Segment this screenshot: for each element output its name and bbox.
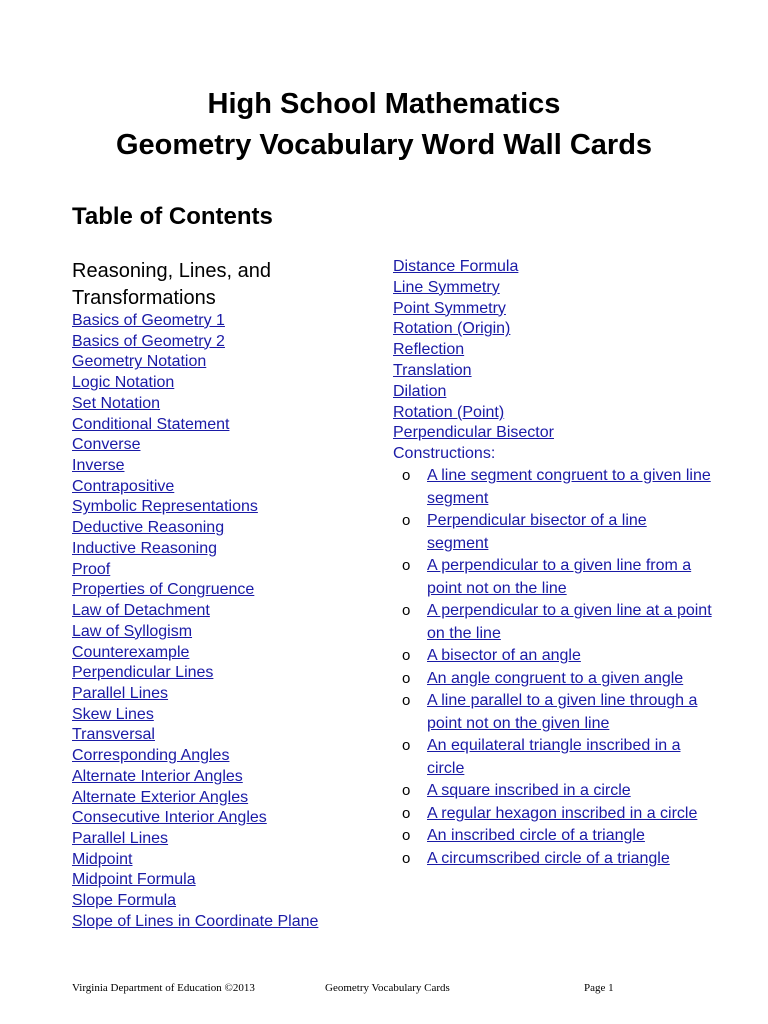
toc-item xyxy=(72,788,318,809)
construction-link-a-perpendicular-to-a-given-line-from-a-point-not-on-the-line[interactable]: A perpendicular to a given line from a point not on the line xyxy=(427,557,692,597)
toc-link-line-symmetry[interactable]: Line Symmetry xyxy=(393,278,500,296)
toc-item xyxy=(72,622,318,643)
toc-link-dilation[interactable]: Dilation xyxy=(393,382,447,400)
toc-item xyxy=(393,403,554,424)
toc-item xyxy=(72,705,318,726)
toc-item xyxy=(72,891,318,912)
toc-item xyxy=(393,423,554,444)
construction-item xyxy=(400,510,712,555)
toc-item xyxy=(72,456,318,477)
toc-item xyxy=(72,767,318,788)
toc-item xyxy=(72,311,318,332)
toc-item xyxy=(72,663,318,684)
bullet-icon: o xyxy=(402,692,411,709)
toc-link-law-of-syllogism[interactable]: Law of Syllogism xyxy=(72,622,193,640)
construction-link-an-equilateral-triangle-inscribed-in-a-circle[interactable]: An equilateral triangle inscribed in a circle xyxy=(427,737,681,777)
construction-item xyxy=(400,690,712,735)
toc-link-logic-notation[interactable]: Logic Notation xyxy=(72,374,175,392)
toc-item xyxy=(72,684,318,705)
toc-link-alternate-exterior-angles[interactable]: Alternate Exterior Angles xyxy=(72,788,249,806)
toc-item xyxy=(393,257,554,278)
bullet-icon: o xyxy=(402,602,411,619)
construction-item xyxy=(400,465,712,510)
bullet-icon: o xyxy=(402,467,411,484)
toc-item xyxy=(72,477,318,498)
toc-link-parallel-lines[interactable]: Parallel Lines xyxy=(72,684,169,702)
toc-link-converse[interactable]: Converse xyxy=(72,436,141,454)
bullet-icon: o xyxy=(402,804,411,822)
right-link-list xyxy=(393,257,554,465)
construction-link-a-circumscribed-circle-of-a-triangle[interactable]: A circumscribed circle of a triangle xyxy=(427,849,670,867)
toc-link-set-notation[interactable]: Set Notation xyxy=(72,394,161,412)
toc-item xyxy=(72,539,318,560)
toc-item xyxy=(72,912,318,933)
toc-item xyxy=(72,725,318,746)
toc-item xyxy=(72,643,318,664)
toc-link-contrapositive[interactable]: Contrapositive xyxy=(72,477,175,495)
construction-link-perpendicular-bisector-of-a-line-segment[interactable]: Perpendicular bisector of a line segment xyxy=(427,512,647,552)
toc-link-transversal[interactable]: Transversal xyxy=(72,726,155,744)
toc-link-basics-of-geometry-1[interactable]: Basics of Geometry 1 xyxy=(72,312,225,329)
toc-link-perpendicular-bisector[interactable]: Perpendicular Bisector xyxy=(393,424,554,442)
construction-link-a-bisector-of-an-angle[interactable]: A bisector of an angle xyxy=(427,647,581,664)
toc-link-parallel-lines[interactable]: Parallel Lines xyxy=(72,829,169,847)
toc-item xyxy=(72,601,318,622)
toc-item xyxy=(72,497,318,518)
toc-link-skew-lines[interactable]: Skew Lines xyxy=(72,705,154,723)
toc-item xyxy=(72,373,318,394)
footer-copyright: Virginia Department of Education ©2013 xyxy=(72,982,255,994)
construction-item xyxy=(400,668,712,691)
toc-link-distance-formula[interactable]: Distance Formula xyxy=(393,258,519,275)
toc-link-point-symmetry[interactable]: Point Symmetry xyxy=(393,299,506,317)
toc-link-conditional-statement[interactable]: Conditional Statement xyxy=(72,415,230,433)
toc-link-slope-of-lines-in-coordinate-plane[interactable]: Slope of Lines in Coordinate Plane xyxy=(72,912,319,930)
toc-item xyxy=(72,560,318,581)
toc-item xyxy=(393,340,554,361)
construction-item xyxy=(400,645,712,668)
toc-item xyxy=(393,299,554,320)
toc-item xyxy=(393,319,554,340)
toc-link-law-of-detachment[interactable]: Law of Detachment xyxy=(72,602,210,620)
bullet-icon: o xyxy=(402,557,411,574)
toc-link-corresponding-angles[interactable]: Corresponding Angles xyxy=(72,747,230,765)
construction-link-an-angle-congruent-to-a-given-angle[interactable]: An angle congruent to a given angle xyxy=(427,669,684,687)
toc-link-rotation-origin[interactable]: Rotation (Origin) xyxy=(393,320,511,338)
footer-doc-title: Geometry Vocabulary Cards xyxy=(325,982,450,994)
bullet-icon: o xyxy=(402,782,411,799)
toc-item xyxy=(72,870,318,891)
toc-link-perpendicular-lines[interactable]: Perpendicular Lines xyxy=(72,664,214,682)
toc-link-proof[interactable]: Proof xyxy=(72,560,111,578)
constructions-label: Constructions: xyxy=(393,445,496,463)
construction-item xyxy=(400,848,712,871)
construction-link-a-line-parallel-to-a-given-line-through-a-point-not-on-the-given-line[interactable]: A line parallel to a given line through a point not on the given line xyxy=(427,692,698,732)
toc-link-basics-of-geometry-2[interactable]: Basics of Geometry 2 xyxy=(72,332,225,350)
toc-link-midpoint[interactable]: Midpoint xyxy=(72,850,133,868)
toc-link-reflection[interactable]: Reflection xyxy=(393,341,465,359)
construction-link-a-square-inscribed-in-a-circle[interactable]: A square inscribed in a circle xyxy=(427,782,631,799)
toc-item xyxy=(72,415,318,436)
toc-item xyxy=(72,850,318,871)
toc-link-geometry-notation[interactable]: Geometry Notation xyxy=(72,353,207,371)
document-title xyxy=(0,84,768,166)
toc-item xyxy=(72,394,318,415)
construction-item xyxy=(400,825,712,848)
toc-item xyxy=(72,518,318,539)
toc-item xyxy=(393,278,554,299)
construction-link-a-regular-hexagon-inscribed-in-a-circle[interactable]: A regular hexagon inscribed in a circle xyxy=(427,804,698,822)
construction-link-a-line-segment-congruent-to-a-given-line-segment[interactable]: A line segment congruent to a given line segment xyxy=(427,467,711,507)
toc-heading: Table of Contents xyxy=(72,203,273,230)
toc-link-translation[interactable]: Translation xyxy=(393,361,472,379)
toc-item xyxy=(72,435,318,456)
toc-link-properties-of-congruence[interactable]: Properties of Congruence xyxy=(72,581,255,599)
section-heading: Reasoning, Lines, and Transformations xyxy=(72,260,272,309)
construction-link-a-perpendicular-to-a-given-line-at-a-point-on-the-line[interactable]: A perpendicular to a given line at a point on the line xyxy=(427,602,712,642)
toc-item xyxy=(72,829,318,850)
toc-item xyxy=(393,382,554,403)
toc-item xyxy=(72,808,318,829)
bullet-icon: o xyxy=(402,849,411,867)
construction-link-an-inscribed-circle-of-a-triangle[interactable]: An inscribed circle of a triangle xyxy=(427,827,645,844)
toc-item xyxy=(72,352,318,373)
toc-item xyxy=(393,361,554,382)
toc-item xyxy=(72,746,318,767)
footer-page-number: Page 1 xyxy=(584,982,614,994)
bullet-icon: o xyxy=(402,647,411,664)
title-line-2: Geometry Vocabulary Word Wall Cards xyxy=(115,129,653,161)
constructions-label-item xyxy=(393,444,554,465)
toc-link-inverse[interactable]: Inverse xyxy=(72,457,125,475)
title-line-1: High School Mathematics xyxy=(207,88,561,120)
toc-link-slope-formula[interactable]: Slope Formula xyxy=(72,892,177,910)
toc-link-symbolic-representations[interactable]: Symbolic Representations xyxy=(72,498,258,516)
toc-link-rotation-point[interactable]: Rotation (Point) xyxy=(393,403,505,421)
construction-item xyxy=(400,600,712,645)
toc-link-alternate-interior-angles[interactable]: Alternate Interior Angles xyxy=(72,767,243,785)
bullet-icon: o xyxy=(402,827,411,844)
constructions-list xyxy=(400,465,712,870)
bullet-icon: o xyxy=(402,669,411,687)
bullet-icon: o xyxy=(402,737,411,754)
construction-item xyxy=(400,803,712,826)
toc-link-consecutive-interior-angles[interactable]: Consecutive Interior Angles xyxy=(72,809,267,827)
construction-item xyxy=(400,780,712,803)
construction-item xyxy=(400,555,712,600)
toc-link-inductive-reasoning[interactable]: Inductive Reasoning xyxy=(72,539,217,557)
left-link-list xyxy=(72,311,318,933)
toc-link-midpoint-formula[interactable]: Midpoint Formula xyxy=(72,871,196,889)
toc-link-deductive-reasoning[interactable]: Deductive Reasoning xyxy=(72,519,225,537)
toc-item xyxy=(72,580,318,601)
toc-item xyxy=(72,332,318,353)
construction-item xyxy=(400,735,712,780)
toc-link-counterexample[interactable]: Counterexample xyxy=(72,643,190,661)
bullet-icon: o xyxy=(402,512,411,529)
